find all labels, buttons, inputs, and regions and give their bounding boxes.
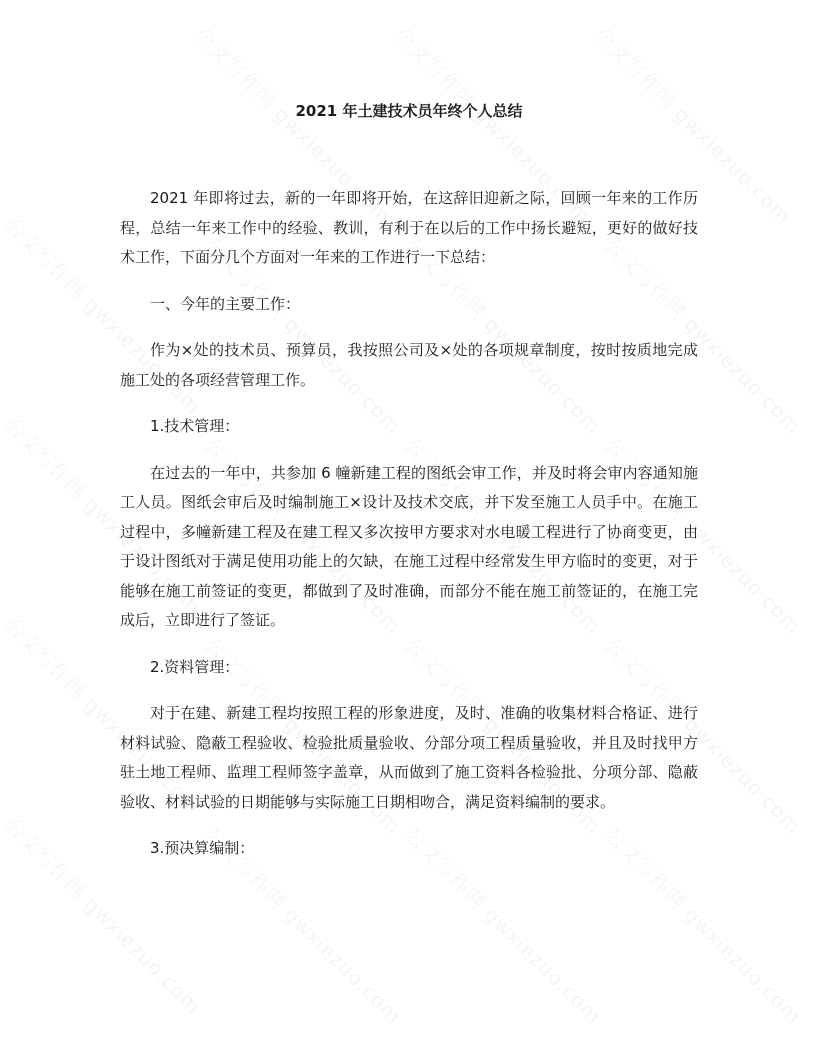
intro-paragraph: 2021 年即将过去，新的一年即将开始，在这辞旧迎新之际，回顾一年来的工作历程，总结一年来工作中的经验、教训，有利于在以后的工作中扬长避短，更好的做好技术工作，下面分几个方面对一年来的工作进行一下总结：	[120, 189, 698, 266]
document-body	[120, 98, 698, 881]
document-title: 2021 年土建技术员年终个人总结	[295, 102, 523, 120]
subsection-heading-technical: 1.技术管理：	[150, 417, 240, 435]
section-heading-main-work: 一、今年的主要工作：	[150, 294, 301, 313]
subsection-heading-documents: 2.资料管理：	[150, 657, 240, 676]
subsection-heading-budget: 3.预决算编制：	[150, 839, 255, 857]
technical-paragraph: 在过去的一年中，共参加 6 幢新建工程的图纸会审工作，并及时将会审内容通知施工人员。图纸会审后及时编制施工×设计及技术交底，并下发至施工人员手中。在施工过程中，多幢新建工程及在建工程又多次按甲方要求对水电暖工程进行了协商变更，由于设计图纸对于满足使用功能上的欠缺，在施工过程中经常发生甲方临时的变更，对于能够在施工前签证的变更，都做到了及时准确，而部分不能在施工前签证的，在施工完成后，立即进行了签证。	[120, 463, 698, 629]
documents-paragraph: 对于在建、新建工程均按照工程的形象进度，及时、准确的收集材料合格证、进行材料试验、隐蔽工程验收、检验批质量验收、分部分项工程质量验收，并且及时找甲方驻土地工程师、监理工程师签字盖章，从而做到了施工资料各检验批、分项分部、隐蔽验收、材料试验的日期能够与实际施工日期相吻合，满足资料编制的要求。	[120, 704, 698, 811]
main-work-paragraph: 作为×处的技术员、预算员，我按照公司及×处的各项规章制度，按时按质地完成施工处的各项经营管理工作。	[120, 341, 698, 389]
